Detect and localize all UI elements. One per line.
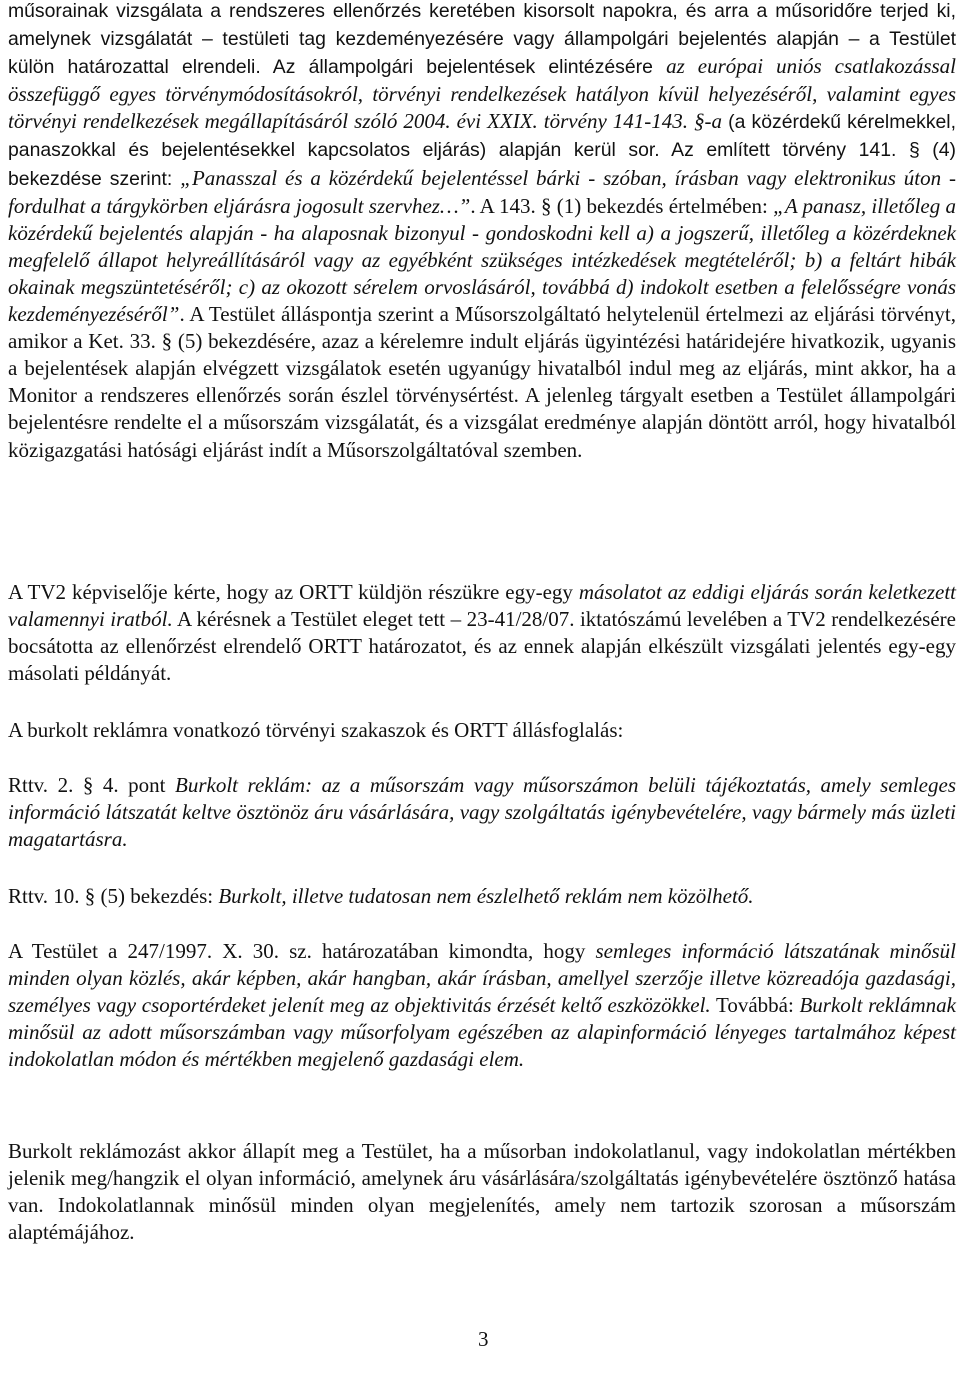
- paragraph-1-sentence-8: . A Testület álláspontja szerint a Műsorszolgáltató helytelenül értelmezi az eljárási törvényt, amikor a Ket. 33. § (5) bekezdésére, azaz a kérelemre indult eljárás ügyintézési határidejére hivatkozik, ugyanis a bejelentések alapján elvégzett vizsgálatok esetén ugyanúgy hivatalból indul meg az eljárás, mint akkor, ha a Monitor a rendszeres ellenőrzés során észlel törvénysértést. A jelenleg tárgyalt esetben a Testület állampolgári bejelentésre rendelte el a műsorszám vizsgálatát, és a vizsgálat eredménye alapján döntött arról, hogy hivatalból közigazgatási hatósági eljárást indít a Műsorszolgáltatóval szemben.: [8, 302, 956, 462]
- paragraph-5-rule: Burkolt, illetve tudatosan nem észlelhető reklám nem közölhető.: [218, 884, 754, 908]
- page-number: 3: [478, 1327, 489, 1351]
- paragraph-7-text: Burkolt reklámozást akkor állapít meg a Testület, ha a műsorban indokolatlanul, vagy indokolatlan mértékben jelenik meg/hangzik el olyan információ, amelynek áru vásárlására/szolgáltatás igénybevételére ösztönző hatása van. Indokolatlannak minősül minden olyan megjelenítés, amely nem tartozik szorosan a műsorszám alaptémájához.: [8, 1139, 956, 1245]
- paragraph-1-quote-143: „A panasz, illetőleg a közérdekű bejelentés alapján - ha alaposnak bizonyul - gondoskodni kell a) a jogszerű, illetőleg a közérdeknek megfelelő állapot helyreállításáról vagy az egyébként szükséges intézkedések megtételéről; b) a feltárt hibák okainak megszüntetéséről; c) az okozott sérelem orvoslásáról, továbbá d) indokolt esetben a felelősségre vonás kezdeményezéséről”: [8, 193, 956, 327]
- paragraph-2-sentence-3: A kérésnek a Testület eleget tett – 23-41/28/07. iktatószámú levelében a TV2 rendelkezésére bocsátotta az ellenőrzést elrendelő ORTT határozatot, és az ennek alapján elkészült vizsgálati jelentés egy-egy másolati példányát.: [8, 607, 956, 686]
- document-page: [8, 0, 956, 1374]
- paragraph-2-sentence-1: A TV2 képviselője kérte, hogy az ORTT küldjön részükre egy-egy: [8, 580, 579, 604]
- paragraph-5-citation: Rttv. 10. § (5) bekezdés:: [8, 884, 219, 908]
- paragraph-section-heading: [8, 717, 956, 744]
- paragraph-6-connector: Továbbá:: [710, 993, 800, 1018]
- paragraph-hidden-advertising-finding: [8, 1138, 956, 1246]
- paragraph-rttv-2-4: [8, 772, 956, 853]
- paragraph-1-law-title: az európai uniós csatlakozással összefüggő egyes törvénymódosításokról, törvényi rendelkezések hatályon kívül helyezéséről, valamint egyes törvényi rendelkezések megállapításáról szóló 2004. évi XXIX. törvény 141-143. §-a: [8, 54, 956, 134]
- paragraph-1-sentence-2: Az állampolgári bejelentések elintézésére: [260, 56, 667, 79]
- paragraph-resolution-247-1997: [8, 938, 956, 1073]
- paragraph-3-text: A burkolt reklámra vonatkozó törvényi szakaszok és ORTT állásfoglalás:: [8, 718, 624, 742]
- paragraph-6-quote-2: Burkolt reklámnak minősül az adott műsorszámban vagy műsorfolyam egészében az alapinformáció lényeges tartalmához képest indokolatlan módon és mértékben megjelenő gazdasági elem.: [8, 993, 956, 1072]
- paragraph-1-sentence-6: . A 143. § (1) bekezdés értelmében:: [470, 193, 774, 218]
- paragraph-tv2-request: [8, 579, 956, 687]
- paragraph-1-quote-141: „Panasszal és a közérdekű bejelentéssel bárki - szóban, írásban vagy elektronikus úton - fordulhat a tárgykörben eljárásra jogosult szervhez…”: [8, 165, 956, 218]
- paragraph-6-sentence-1: A Testület a 247/1997. X. 30. sz. határozatában kimondta, hogy: [8, 939, 596, 963]
- paragraph-1-sentence-1: műsorainak vizsgálata a rendszeres ellenőrzés keretében kisorsolt napokra, és arra a műsoridőre terjed ki, amelynek vizsgálatát – testületi tag kezdeményezésére vagy állampolgári bejelentés alapján – a Testület külön határozattal elrendeli.: [8, 0, 956, 79]
- paragraph-complaint-procedure: [8, 0, 956, 464]
- paragraph-6-quote-1: semleges információ látszatának minősül minden olyan közlés, akár képben, akár hangban, akár írásban, amellyel szerzője illetve közreadója gazdasági, személyes vagy csoportérdeket jelenít meg az objektivitás érzését keltő eszközökkel.: [8, 939, 956, 1018]
- paragraph-4-citation: Rttv. 2. § 4. pont: [8, 773, 176, 797]
- paragraph-rttv-10-5: [8, 883, 956, 910]
- paragraph-1-sentence-4: (a közérdekű kérelmekkel, panaszokkal és bejelentésekkel kapcsolatos eljárás) alapján kerül sor. Az említett törvény 141. § (4) bekezdése szerint:: [8, 111, 957, 190]
- paragraph-4-definition: Burkolt reklám: az a műsorszám vagy műsorszámon belüli tájékoztatás, amely semleges információ látszatát keltve ösztönöz áru vásárlására, vagy szolgáltatás igénybevételére, vagy bármely más üzleti magatartásra.: [8, 773, 956, 852]
- paragraph-2-emphasis: másolatot az eddigi eljárás során keletkezett valamennyi iratból.: [8, 580, 956, 632]
